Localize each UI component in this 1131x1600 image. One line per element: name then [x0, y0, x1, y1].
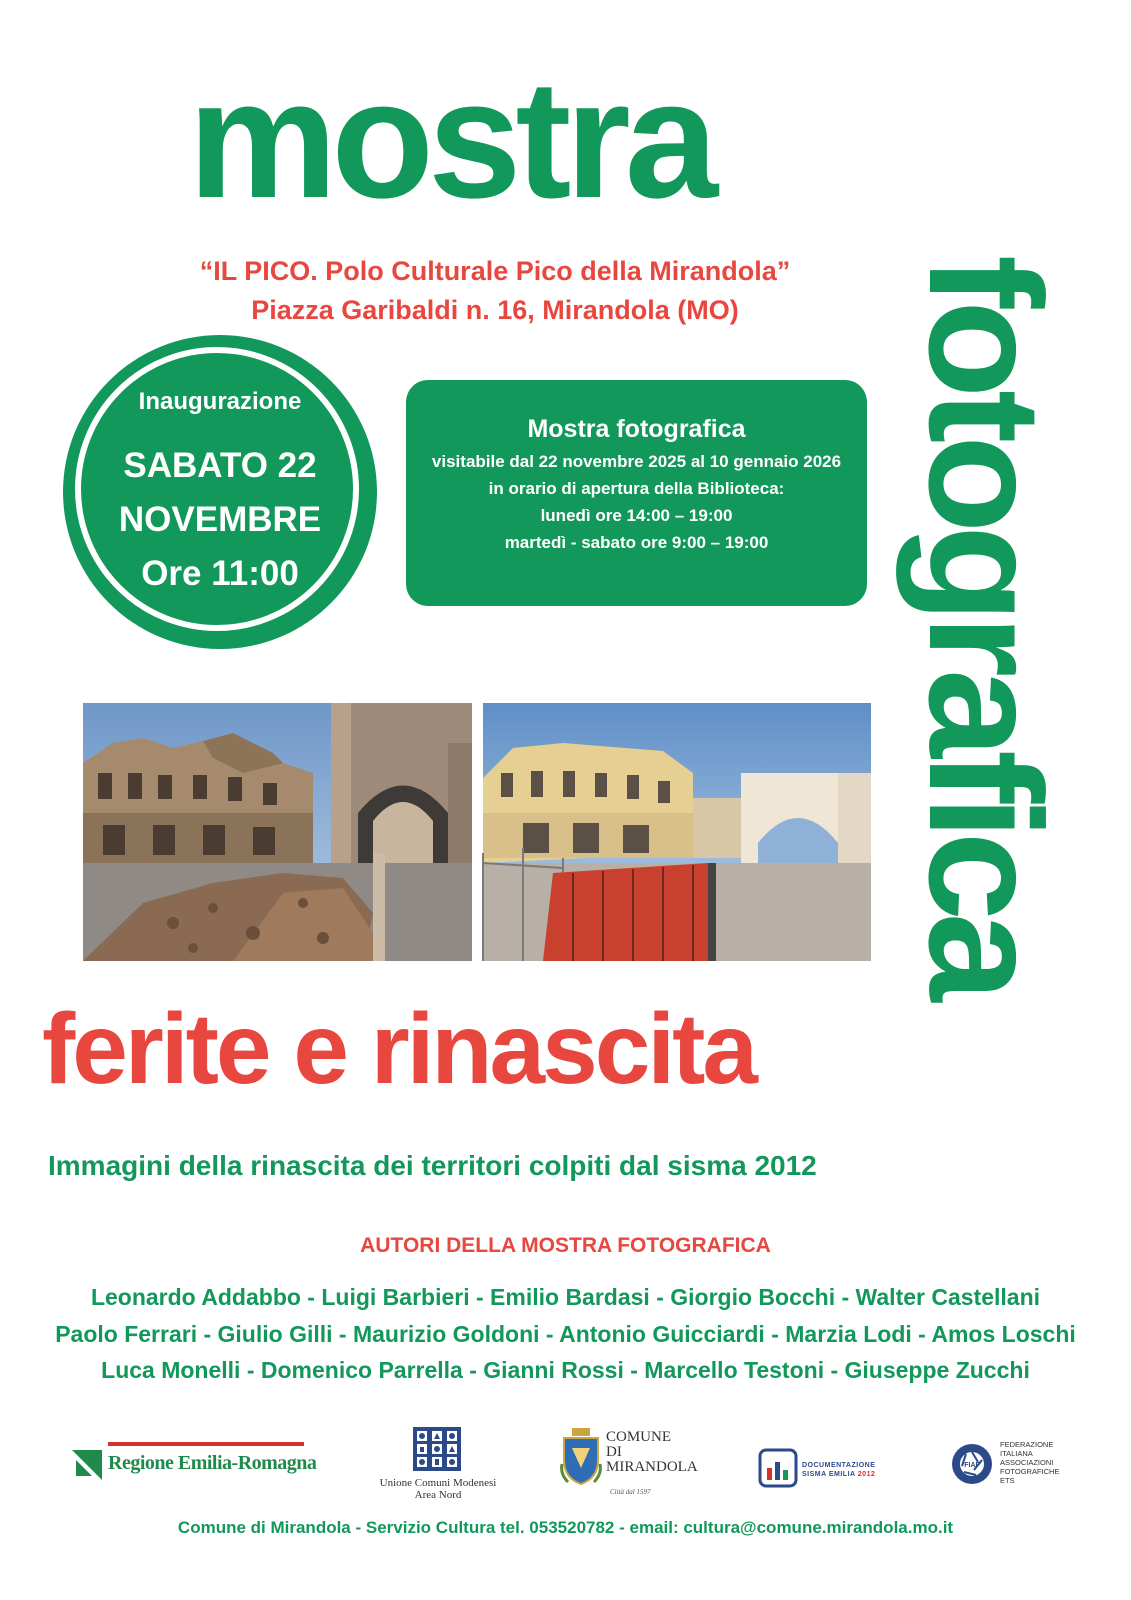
inauguration-day: SABATO 22 [123, 446, 317, 485]
authors-heading: AUTORI DELLA MOSTRA FOTOGRAFICA [360, 1234, 771, 1257]
exhibit-subtitle: Immagini della rinascita dei territori colpiti dal sisma 2012 [48, 1150, 817, 1181]
fiaf-aperture-icon [950, 1442, 994, 1486]
unione-name: Unione Comuni Modenesi [379, 1477, 497, 1489]
poster-title: mostra [188, 45, 713, 233]
regione-emilia-romagna-logo [72, 1442, 317, 1482]
unione-comuni-logo [368, 1427, 508, 1501]
documentazione-label: DOCUMENTAZIONE [802, 1462, 876, 1469]
vertical-title-text: fotografica [896, 255, 1075, 994]
unione-area: Area Nord [414, 1489, 462, 1501]
info-hours-weekdays: martedì - sabato ore 9:00 – 19:00 [504, 533, 769, 552]
photo-damaged-building [83, 703, 472, 961]
fiaf-line: ITALIANA [1000, 1449, 1033, 1458]
fiaf-line: ASSOCIAZIONI [1000, 1458, 1054, 1467]
unione-crest-icon [413, 1427, 461, 1471]
fiaf-name [1000, 1440, 1059, 1485]
exhibit-title: ferite e rinascita [42, 993, 756, 1105]
inauguration-time: Ore 11:00 [141, 554, 299, 593]
fiaf-logo [950, 1440, 1090, 1490]
documentazione-year: 2012 [857, 1471, 876, 1478]
comune-name: COMUNE DI MIRANDOLA [606, 1429, 698, 1475]
fiaf-line: FEDERAZIONE [1000, 1440, 1054, 1449]
authors-line: Luca Monelli - Domenico Parrella - Gianni Rossi - Marcello Testoni - Giuseppe Zucchi [101, 1357, 1030, 1383]
photo-restored-building [483, 703, 871, 961]
logo-bar [108, 1442, 304, 1446]
documentazione-sisma-logo [758, 1448, 888, 1488]
info-dates: visitabile dal 22 novembre 2025 al 10 gennaio 2026 [431, 452, 842, 471]
venue-name: “IL PICO. Polo Culturale Pico della Mirandola” [199, 256, 791, 286]
documentazione-sublabel [802, 1471, 875, 1478]
fiaf-line: ETS [1000, 1476, 1015, 1485]
vertical-title [896, 255, 1075, 1195]
regione-name: Regione Emilia-Romagna [108, 1452, 317, 1474]
info-title: Mostra fotografica [527, 415, 746, 443]
regione-flag-icon [72, 1450, 102, 1480]
authors-line: Paolo Ferrari - Giulio Gilli - Maurizio Goldoni - Antonio Guicciardi - Marzia Lodi - Amos Loschi [55, 1321, 1076, 1347]
inauguration-month: NOVEMBRE [118, 500, 322, 539]
mirandola-crest-icon [560, 1428, 602, 1486]
venue-address: Piazza Garibaldi n. 16, Mirandola (MO) [251, 295, 739, 325]
contact-footer: Comune di Mirandola - Servizio Cultura tel. 053520782 - email: cultura@comune.mirandola.mo.it [177, 1518, 954, 1537]
documentazione-chart-icon [758, 1448, 798, 1488]
fiaf-line: FOTOGRAFICHE [1000, 1467, 1060, 1476]
documentazione-region: SISMA EMILIA [802, 1471, 856, 1478]
info-hours-intro: in orario di apertura della Biblioteca: [488, 479, 785, 498]
comune-mirandola-logo [560, 1428, 698, 1498]
comune-motto: Città dal 1597 [610, 1488, 651, 1496]
fiaf-mark-text: FIAF [964, 1462, 980, 1469]
inauguration-label: Inaugurazione [138, 388, 302, 415]
authors-line: Leonardo Addabbo - Luigi Barbieri - Emilio Bardasi - Giorgio Bocchi - Walter Castellani [90, 1284, 1041, 1310]
info-hours-monday: lunedì ore 14:00 – 19:00 [540, 506, 733, 525]
